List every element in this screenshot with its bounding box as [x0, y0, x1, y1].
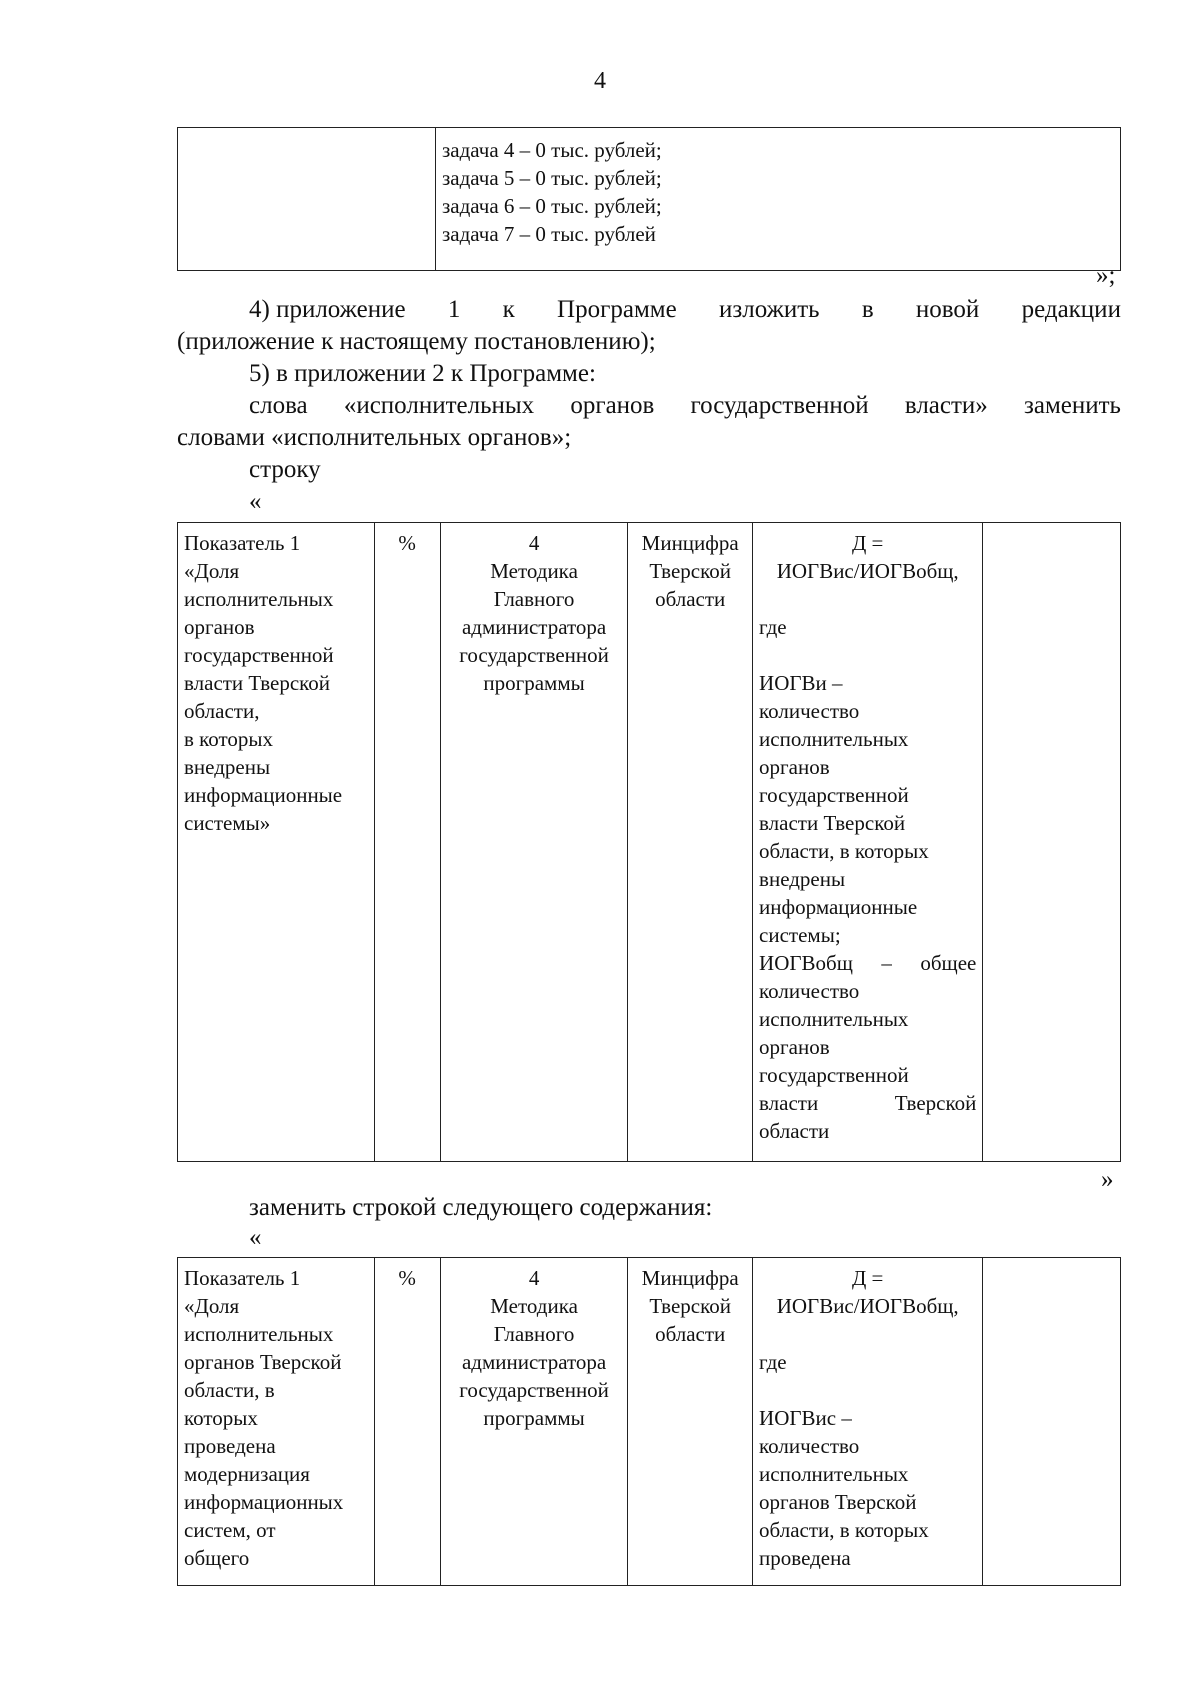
opening-quote: « [249, 488, 262, 515]
paragraph-replace-row: заменить строкой следующего содержания: [249, 1194, 713, 1221]
spacer [759, 585, 976, 613]
cell-line: органов Тверской [759, 1490, 917, 1514]
paragraph-line [177, 390, 1121, 422]
spacer [759, 1320, 976, 1348]
indicator-name-cell [178, 523, 375, 1162]
cell-line: программы [483, 1406, 585, 1430]
word: государственной [690, 392, 869, 419]
task-line: задача 7 – 0 тыс. рублей [442, 222, 656, 246]
cell-line: Главного [493, 1322, 575, 1346]
responsible-cell [628, 523, 753, 1162]
cell-line: проведена [759, 1546, 851, 1570]
cell-line: области, [184, 699, 260, 723]
word: новой [915, 296, 980, 323]
unit-cell [374, 523, 440, 1162]
table-cell-empty [178, 128, 436, 271]
word: Программе [557, 296, 677, 323]
spacer [759, 1376, 976, 1404]
word: изложить [718, 296, 820, 323]
cell-line: администратора [461, 1350, 607, 1374]
formula-line: Д = [851, 531, 884, 555]
paragraph-line: словами «исполнительных органов»; [177, 424, 572, 451]
cell-line: Тверской [649, 1294, 731, 1318]
cell-line: 4 [528, 531, 540, 555]
cell-line: ИОГВис – [759, 1406, 852, 1430]
cell-line: Минцифра [641, 1266, 739, 1290]
formula-line: ИОГВис/ИОГВобщ, [776, 559, 959, 583]
method-cell [440, 1258, 628, 1586]
word: органов [570, 392, 655, 419]
formula-last-line [759, 1089, 976, 1117]
cell-line: количество [759, 699, 860, 723]
formula-line: ИОГВис/ИОГВобщ, [776, 1294, 959, 1318]
formula-cell [753, 1258, 983, 1586]
paragraph-item-5: 5) в приложении 2 к Программе: [249, 360, 596, 387]
table-cell-empty [983, 523, 1121, 1162]
indicator-name-cell [178, 1258, 375, 1586]
word: власти [759, 1091, 819, 1115]
word: к [502, 296, 515, 323]
cell-line: Тверской [649, 559, 731, 583]
cell-line: области [759, 1119, 830, 1143]
cell-line: власти Тверской [184, 671, 331, 695]
cell-line: общего [184, 1546, 250, 1570]
cell-line: области [655, 1322, 726, 1346]
cell-line: в которых [184, 727, 274, 751]
page-number: 4 [594, 68, 606, 94]
cell-line: программы [483, 671, 585, 695]
method-cell [440, 523, 628, 1162]
word: редакции [1021, 296, 1121, 323]
cell-line: государственной [759, 783, 909, 807]
paragraph-row-word: строку [249, 456, 321, 483]
table-row [178, 128, 1121, 271]
closing-quote: » [1101, 1166, 1114, 1193]
tasks-cell [436, 128, 1121, 271]
task-line: задача 5 – 0 тыс. рублей; [442, 166, 662, 190]
cell-line: «Доля [184, 1294, 240, 1318]
cell-line: проведена [184, 1434, 276, 1458]
word: общее [920, 951, 977, 975]
word: «исполнительных [343, 392, 535, 419]
cell-line: информационные [759, 895, 918, 919]
formula-line: Д = [851, 1266, 884, 1290]
spacer [759, 641, 976, 669]
cell-line: информационных [184, 1490, 344, 1514]
cell-line: области, в [184, 1378, 275, 1402]
paragraph-line: (приложение к настоящему постановлению); [177, 328, 656, 355]
cell-line: системы» [184, 811, 271, 835]
unit-value: % [398, 1266, 416, 1290]
task-line: задача 4 – 0 тыс. рублей; [442, 138, 662, 162]
cell-line: государственной [759, 1063, 909, 1087]
paragraph-item-4 [177, 294, 1121, 358]
word: Тверской [894, 1091, 977, 1115]
cell-line: которых [184, 1406, 258, 1430]
cell-line: «Доля [184, 559, 240, 583]
responsible-cell [628, 1258, 753, 1586]
tasks-table [177, 127, 1121, 271]
word: 4) приложение [249, 296, 406, 323]
cell-line: исполнительных [184, 587, 334, 611]
cell-line: области [655, 587, 726, 611]
formula-cell [753, 523, 983, 1162]
task-line: задача 6 – 0 тыс. рублей; [442, 194, 662, 218]
unit-value: % [398, 531, 416, 555]
cell-line: системы; [759, 923, 841, 947]
word: 1 [447, 296, 461, 323]
old-indicator-table [177, 522, 1121, 1162]
cell-line: области, в которых [759, 1518, 929, 1542]
formula-total-line [759, 949, 976, 977]
cell-line: Главного [493, 587, 575, 611]
paragraph-words-replace [177, 390, 1121, 454]
cell-line: информационные [184, 783, 343, 807]
formula-where: где [759, 615, 787, 639]
cell-line: государственной [459, 643, 609, 667]
new-indicator-table [177, 1257, 1121, 1586]
unit-cell [374, 1258, 440, 1586]
cell-line: исполнительных [759, 1007, 909, 1031]
word: ИОГВобщ [759, 951, 853, 975]
cell-line: органов [184, 615, 255, 639]
cell-line: государственной [459, 1378, 609, 1402]
word: слова [249, 392, 308, 419]
word: – [881, 951, 892, 975]
cell-line: внедрены [184, 755, 271, 779]
closing-quote-semicolon: »; [1096, 262, 1116, 289]
opening-quote: « [249, 1224, 262, 1251]
cell-line: области, в которых [759, 839, 929, 863]
formula-where: где [759, 1350, 787, 1374]
cell-line: 4 [528, 1266, 540, 1290]
word: заменить [1023, 392, 1121, 419]
cell-line: Показатель 1 [184, 1266, 301, 1290]
cell-line: органов Тверской [184, 1350, 342, 1374]
paragraph-line [177, 294, 1121, 326]
cell-line: органов [759, 1035, 830, 1059]
cell-line: органов [759, 755, 830, 779]
cell-line: исполнительных [759, 727, 909, 751]
cell-line: систем, от [184, 1518, 276, 1542]
cell-line: государственной [184, 643, 334, 667]
cell-line: ИОГВи – [759, 671, 843, 695]
cell-line: модернизация [184, 1462, 310, 1486]
cell-line: Методика [490, 559, 578, 583]
cell-line: власти Тверской [759, 811, 906, 835]
cell-line: количество [759, 979, 860, 1003]
cell-line: Минцифра [641, 531, 739, 555]
word: власти» [904, 392, 988, 419]
table-row [178, 523, 1121, 1162]
cell-line: администратора [461, 615, 607, 639]
cell-line: количество [759, 1434, 860, 1458]
table-cell-empty [983, 1258, 1121, 1586]
cell-line: Методика [490, 1294, 578, 1318]
word: в [861, 296, 874, 323]
cell-line: исполнительных [184, 1322, 334, 1346]
table-row [178, 1258, 1121, 1586]
cell-line: внедрены [759, 867, 846, 891]
cell-line: Показатель 1 [184, 531, 301, 555]
cell-line: исполнительных [759, 1462, 909, 1486]
